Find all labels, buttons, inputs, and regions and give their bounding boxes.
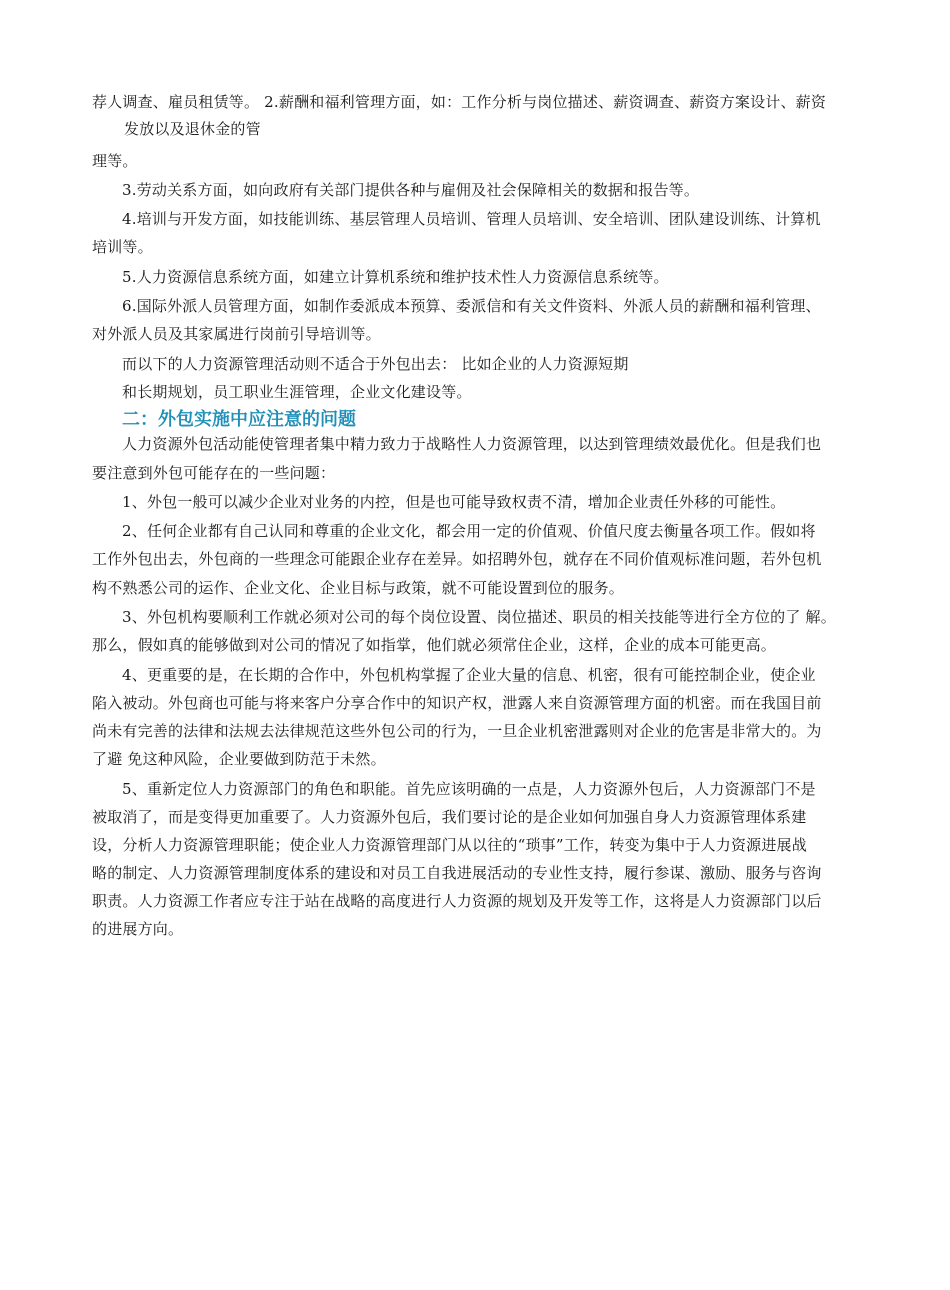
text-line: 要注意到外包可能存在的一些问题： xyxy=(92,464,336,482)
text-line: 工作外包出去，外包商的一些理念可能跟企业存在差异。如招聘外包，就存在不同价值观标准问题，若外包机 xyxy=(92,550,822,568)
text-line: 4、更重要的是，在长期的合作中，外包机构掌握了企业大量的信息、机密，很有可能控制企业，使企业 xyxy=(122,666,816,684)
text-line: 尚未有完善的法律和法规去法律规范这些外包公司的行为，一旦企业机密泄露则对企业的危害是非常大的。为 xyxy=(92,722,822,740)
section-heading: 二：外包实施中应注意的问题 xyxy=(122,409,356,430)
text-line: 3、外包机构要顺利工作就必须对公司的每个岗位设置、岗位描述、职员的相关技能等进行全方位的了 解。 xyxy=(122,608,836,626)
text-line: 构不熟悉公司的运作、企业文化、企业目标与政策，就不可能设置到位的服务。 xyxy=(92,579,625,597)
text-line: 职责。人力资源工作者应专注于站在战略的高度进行人力资源的规划及开发等工作，这将是人力资源部门以后 xyxy=(92,892,822,910)
text-line: 4.培训与开发方面，如技能训练、基层管理人员培训、管理人员培训、安全培训、团队建设训练、计算机 xyxy=(122,210,821,228)
text-line: 那么，假如真的能够做到对公司的情况了如指掌，他们就必须常住企业，这样，企业的成本可能更高。 xyxy=(92,636,777,654)
text-line: 设，分析人力资源管理职能；使企业人力资源管理部门从以往的“琐事”工作，转变为集中于人力资源进展战 xyxy=(92,836,807,854)
text-line: 5.人力资源信息系统方面，如建立计算机系统和维护技术性人力资源信息系统等。 xyxy=(122,268,669,286)
text-line: 被取消了，而是变得更加重要了。人力资源外包后，我们要讨论的是企业如何加强自身人力资源管理体系建 xyxy=(92,808,807,826)
text-line: 5、重新定位人力资源部门的角色和职能。首先应该明确的一点是，人力资源外包后，人力资源部门不是 xyxy=(122,780,816,798)
text-line: 理等。 xyxy=(92,152,138,170)
text-line: 和长期规划，员工职业生涯管理，企业文化建设等。 xyxy=(122,383,472,401)
text-line: 发放以及退休金的管 xyxy=(124,120,261,138)
text-line: 了避 免这种风险，企业要做到防范于未然。 xyxy=(92,750,386,768)
text-line: 而以下的人力资源管理活动则不适合于外包出去： 比如企业的人力资源短期 xyxy=(122,355,629,373)
text-line: 荐人调查、雇员租赁等。 2.薪酬和福利管理方面，如：工作分析与岗位描述、薪资调查、薪资方案设计、薪资 xyxy=(92,93,827,111)
text-line: 3.劳动关系方面，如向政府有关部门提供各种与雇佣及社会保障相关的数据和报告等。 xyxy=(122,181,700,199)
text-line: 对外派人员及其家属进行岗前引导培训等。 xyxy=(92,325,381,343)
text-line: 的进展方向。 xyxy=(92,920,184,938)
text-line: 2、任何企业都有自己认同和尊重的企业文化，都会用一定的价值观、价值尺度去衡量各项工作。假如将 xyxy=(122,522,816,540)
text-line: 6.国际外派人员管理方面，如制作委派成本预算、委派信和有关文件资料、外派人员的薪酬和福利管理、 xyxy=(122,297,821,315)
text-line: 1、外包一般可以减少企业对业务的内控，但是也可能导致权责不清，增加企业责任外移的可能性。 xyxy=(122,493,786,511)
text-line: 略的制定、人力资源管理制度体系的建设和对员工自我进展活动的专业性支持，履行参谋、激励、服务与咨询 xyxy=(92,864,822,882)
text-line: 培训等。 xyxy=(92,238,153,256)
text-line: 人力资源外包活动能使管理者集中精力致力于战略性人力资源管理，以达到管理绩效最优化。但是我们也 xyxy=(122,435,822,453)
text-line: 陷入被动。外包商也可能与将来客户分享合作中的知识产权，泄露人来自资源管理方面的机密。而在我国目前 xyxy=(92,694,822,712)
